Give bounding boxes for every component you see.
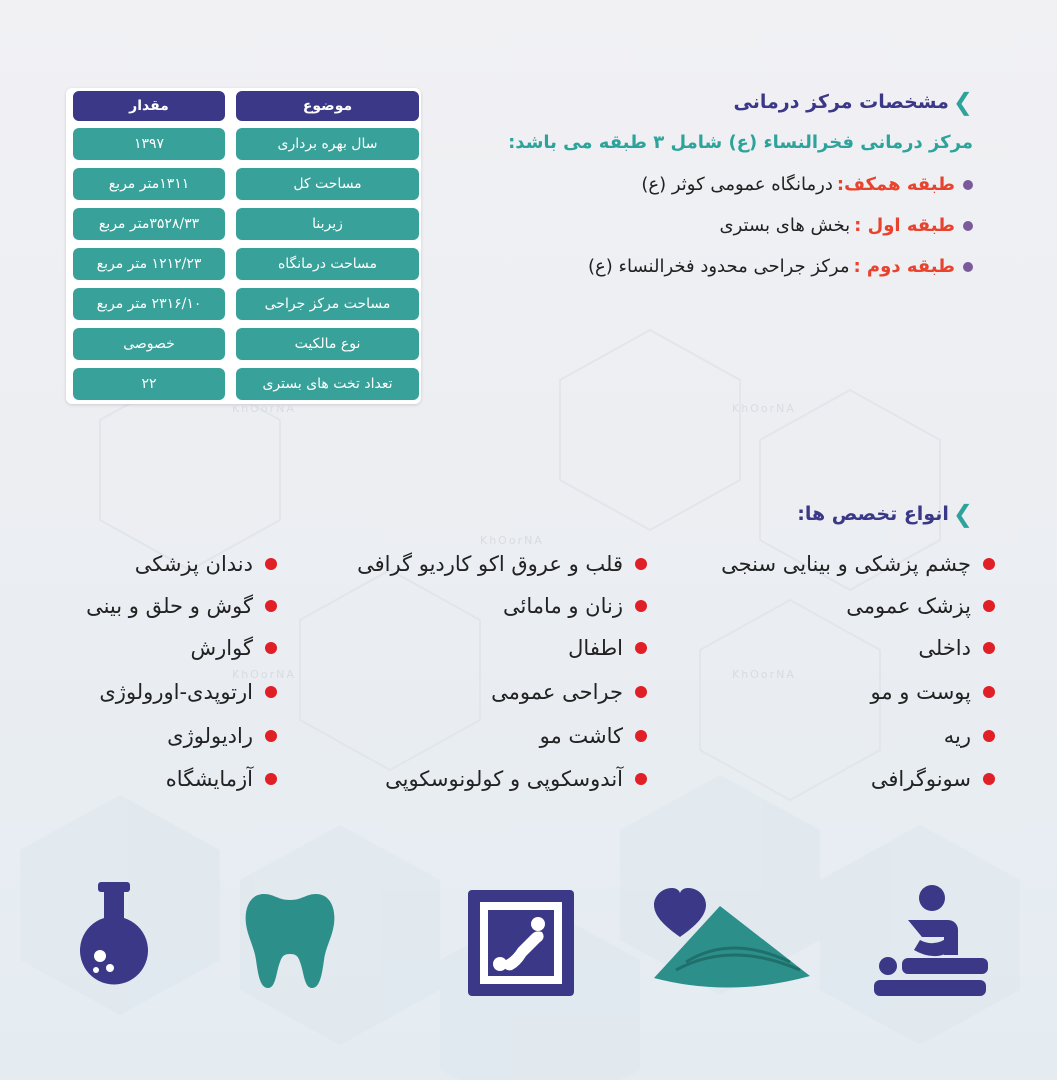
table-row-topic: سال بهره برداری bbox=[236, 128, 419, 160]
specialty-item: ریه bbox=[944, 724, 995, 748]
table-row-topic: مساحت درمانگاه bbox=[236, 248, 419, 280]
table-row-topic: مساحت کل bbox=[236, 168, 419, 200]
watermark: KhOorNA bbox=[232, 402, 296, 415]
bullet-icon bbox=[635, 773, 647, 785]
specialty-item: قلب و عروق اکو کاردیو گرافی bbox=[357, 552, 647, 576]
center-intro: مرکز درمانی فخرالنساء (ع) شامل ۳ طبقه می باشد: bbox=[508, 132, 973, 153]
lab-flask-icon bbox=[72, 882, 156, 992]
table-row-topic: تعداد تخت های بستری bbox=[236, 368, 419, 400]
bullet-icon bbox=[635, 686, 647, 698]
table-row-value: ۱۲۱۲/۲۳ متر مربع bbox=[73, 248, 225, 280]
bullet-icon bbox=[265, 730, 277, 742]
bullet-icon bbox=[963, 180, 973, 190]
table-row-value: ۲۲ bbox=[73, 368, 225, 400]
bullet-icon bbox=[983, 730, 995, 742]
specialty-item: زنان و مامائی bbox=[503, 594, 647, 618]
center-specs-title: مشخصات مرکز درمانی bbox=[733, 91, 949, 113]
bullet-icon bbox=[265, 686, 277, 698]
table-header-value: مقدار bbox=[73, 91, 225, 121]
tooth-icon bbox=[244, 890, 336, 990]
watermark: KhOorNA bbox=[480, 534, 544, 547]
bullet-icon bbox=[963, 221, 973, 231]
bullet-icon bbox=[635, 642, 647, 654]
bullet-icon bbox=[983, 686, 995, 698]
specifications-table bbox=[66, 88, 421, 404]
bullet-icon bbox=[265, 558, 277, 570]
specialty-item: چشم پزشکی و بینایی سنجی bbox=[721, 552, 995, 576]
bullet-icon bbox=[983, 642, 995, 654]
bullet-icon bbox=[265, 773, 277, 785]
bullet-icon bbox=[635, 558, 647, 570]
watermark: KhOorNA bbox=[732, 402, 796, 415]
watermark: KhOorNA bbox=[232, 668, 296, 681]
bullet-icon bbox=[265, 642, 277, 654]
specialty-item: کاشت مو bbox=[540, 724, 647, 748]
bullet-icon bbox=[963, 262, 973, 272]
specialty-item: گوارش bbox=[191, 636, 277, 660]
bullet-icon bbox=[983, 558, 995, 570]
floor-item: طبقه دوم : مرکز جراحی محدود فخرالنساء (ع) bbox=[588, 256, 973, 277]
table-row-value: خصوصی bbox=[73, 328, 225, 360]
specialty-item: اطفال bbox=[568, 636, 647, 660]
floor-item: طبقه اول : بخش های بستری bbox=[720, 215, 974, 236]
physiotherapy-icon bbox=[870, 880, 995, 1005]
specialty-item: سونوگرافی bbox=[871, 767, 995, 791]
bullet-icon bbox=[983, 773, 995, 785]
xray-icon bbox=[468, 890, 574, 996]
table-header-topic: موضوع bbox=[236, 91, 419, 121]
specialty-item: دندان پزشکی bbox=[135, 552, 277, 576]
table-row-topic: مساحت مرکز جراحی bbox=[236, 288, 419, 320]
table-row-value: ۱۳۱۱متر مربع bbox=[73, 168, 225, 200]
table-row-topic: نوع مالکیت bbox=[236, 328, 419, 360]
chevron-icon: ❯ bbox=[952, 88, 973, 116]
specialties-heading bbox=[797, 500, 973, 528]
chevron-icon: ❯ bbox=[952, 500, 973, 528]
table-row-value: ۳۵۲۸/۳۳متر مربع bbox=[73, 208, 225, 240]
table-row-topic: زیربنا bbox=[236, 208, 419, 240]
specialties-title: انواع تخصص ها: bbox=[797, 503, 949, 525]
specialty-item: آزمایشگاه bbox=[166, 767, 277, 791]
specialty-item: رادیولوژی bbox=[167, 724, 277, 748]
bullet-icon bbox=[983, 600, 995, 612]
specialty-item: پزشک عمومی bbox=[846, 594, 995, 618]
floor-item: طبقه همکف: درمانگاه عمومی کوثر (ع) bbox=[641, 174, 973, 195]
specialty-item: ارتوپدی-اورولوژی bbox=[99, 680, 277, 704]
table-row-value: ۲۳۱۶/۱۰ متر مربع bbox=[73, 288, 225, 320]
ultrasound-heart-icon bbox=[650, 880, 820, 990]
bullet-icon bbox=[265, 600, 277, 612]
bullet-icon bbox=[635, 600, 647, 612]
table-row-value: ۱۳۹۷ bbox=[73, 128, 225, 160]
watermark: KhOorNA bbox=[732, 668, 796, 681]
specialty-item: آندوسکوپی و کولونوسکوپی bbox=[385, 767, 647, 791]
specialty-item: پوست و مو bbox=[871, 680, 996, 704]
center-specs-heading bbox=[734, 88, 973, 116]
specialty-item: گوش و حلق و بینی bbox=[86, 594, 277, 618]
specialty-item: جراحی عمومی bbox=[491, 680, 647, 704]
specialty-item: داخلی bbox=[918, 636, 995, 660]
bullet-icon bbox=[635, 730, 647, 742]
